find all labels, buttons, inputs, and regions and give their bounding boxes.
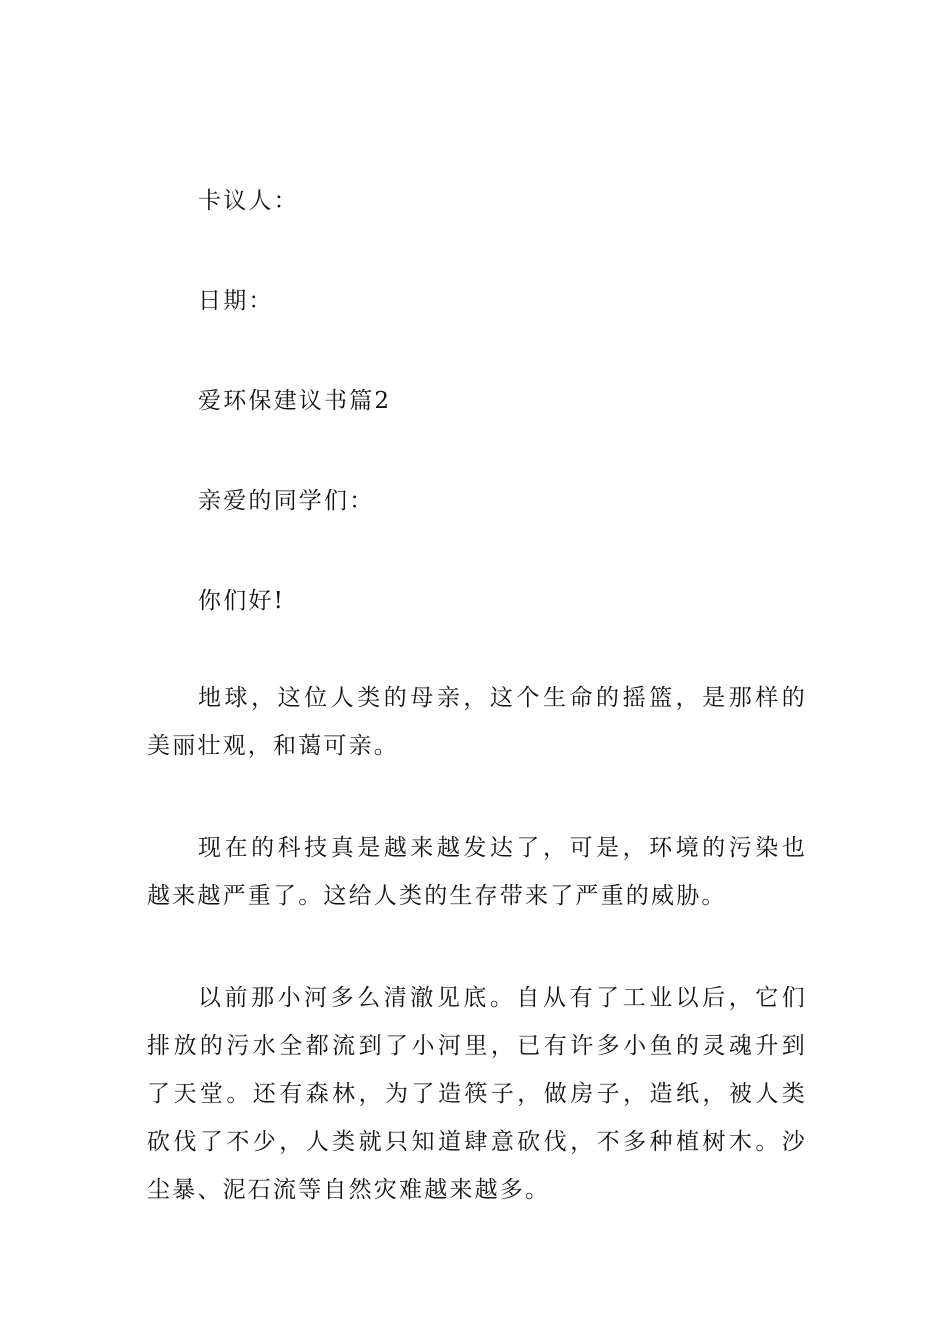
date-label: 日期：	[198, 288, 274, 314]
paragraph-3-line-2: 排放的污水全都流到了小河里，已有许多小鱼的灵魂升到	[147, 1033, 807, 1059]
paragraph-3-line-5: 尘暴、泥石流等自然灾难越来越多。	[147, 1177, 551, 1203]
paragraph-2-line-1: 现在的科技真是越来越发达了，可是，环境的污染也	[198, 835, 807, 861]
section-title: 爱环保建议书篇2	[198, 388, 392, 414]
paragraph-3-line-4: 砍伐了不少，人类就只知道肆意砍伐，不多种植树木。沙	[147, 1129, 807, 1155]
paragraph-2-line-2: 越来越严重了。这给人类的生存带来了严重的威胁。	[147, 883, 727, 909]
paragraph-1-line-2: 美丽壮观，和蔼可亲。	[147, 733, 399, 759]
proposer-label: 卡议人：	[198, 188, 299, 214]
paragraph-3-line-1: 以前那小河多么清澈见底。自从有了工业以后，它们	[198, 985, 807, 1011]
paragraph-3-line-3: 了天堂。还有森林，为了造筷子，做房子，造纸，被人类	[147, 1081, 807, 1107]
greeting: 你们好!	[198, 588, 286, 614]
paragraph-1-line-1: 地球，这位人类的母亲，这个生命的摇篮，是那样的	[198, 685, 807, 711]
salutation: 亲爱的同学们：	[198, 488, 375, 514]
